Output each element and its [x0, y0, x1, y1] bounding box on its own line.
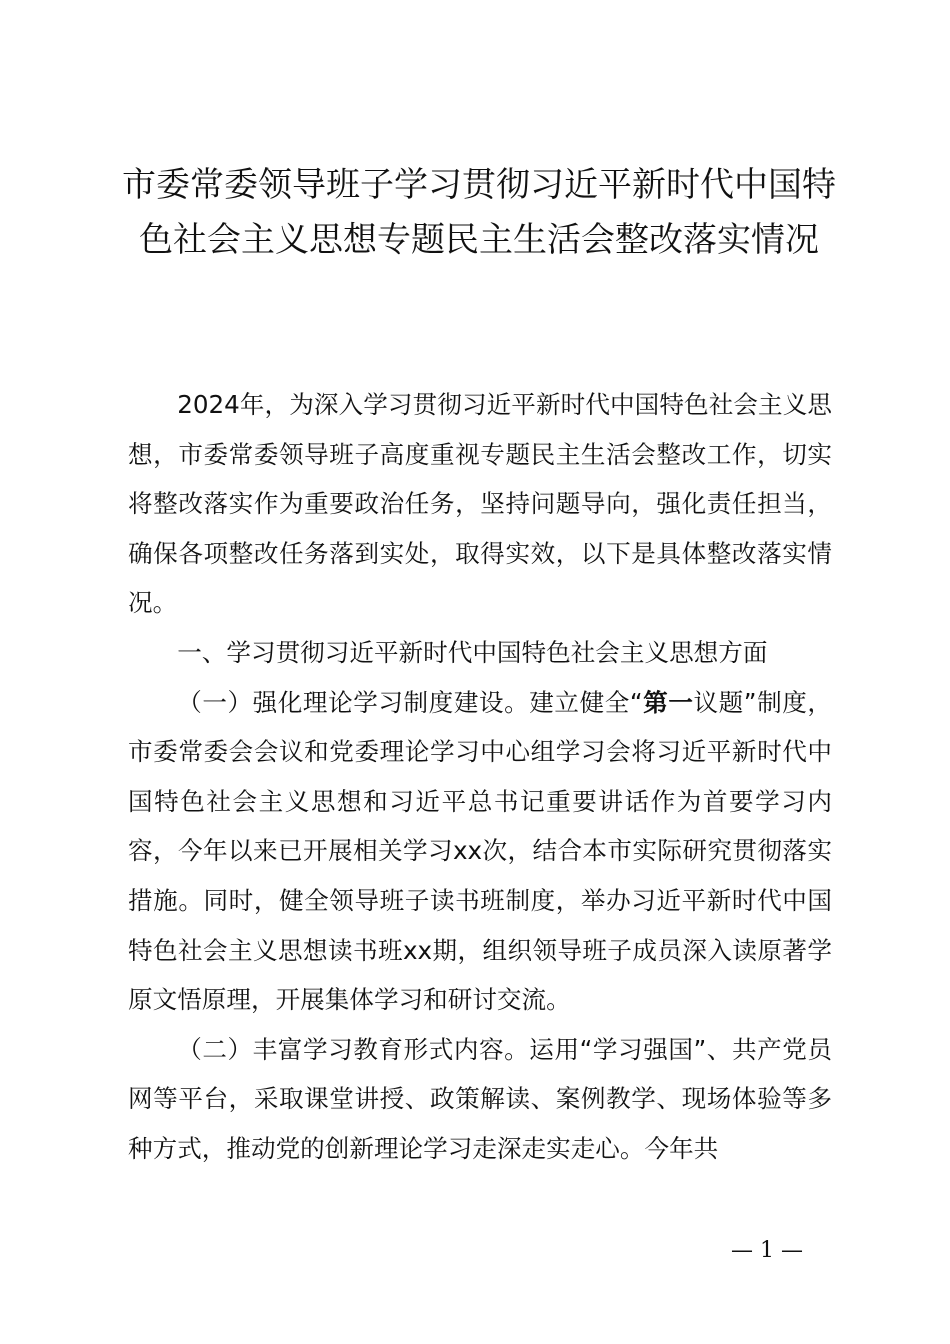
item-1-text-start: （一）强化理论学习制度建设。建立健全“: [177, 687, 643, 717]
item-1-paragraph: [128, 678, 832, 1025]
item-2-paragraph: （二）丰富学习教育形式内容。运用“学习强国”、共产党员网等平台，采取课堂讲授、政策解读、案例教学、现场体验等多种方式，推动党的创新理论学习走深走实走心。今年共: [128, 1034, 832, 1163]
item-1-bold-text: 第一: [642, 687, 694, 717]
document-title: 市委常委领导班子学习贯彻习近平新时代中国特色社会主义思想专题民主生活会整改落实情况: [122, 165, 836, 260]
intro-paragraph: 2024年，为深入学习贯彻习近平新时代中国特色社会主义思想，市委常委领导班子高度重视专题民主生活会整改工作，切实将整改落实作为重要政治任务，坚持问题导向，强化责任担当，确保各项整改任务落到实处，取得实效，以下是具体整改落实情况。: [128, 390, 832, 618]
page-number: — 1 —: [731, 1238, 803, 1263]
item-1-text-end: 议题”制度，市委常委会会议和党委理论学习中心组学习会将习近平新时代中国特色社会主义思想和习近平总书记重要讲话作为首要学习内容，今年以来已开展相关学习xx次，结合本市实际研究贯彻落实措施。同时，健全领导班子读书班制度，举办习近平新时代中国特色社会主义思想读书班xx期，组织领导班子成员深入读原著学原文悟原理，开展集体学习和研讨交流。: [128, 687, 832, 1015]
document-body: [128, 380, 832, 1174]
section-heading: 一、学习贯彻习近平新时代中国特色社会主义思想方面: [177, 637, 768, 667]
